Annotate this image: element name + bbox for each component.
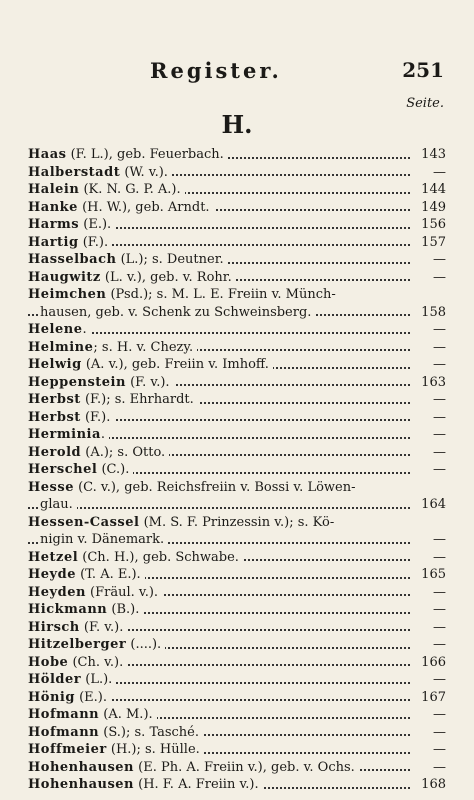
- entry-text: [28, 234, 112, 252]
- entry-name: Herbst: [28, 392, 81, 407]
- register-entry: [28, 409, 446, 427]
- entry-name: Hesse: [28, 479, 74, 495]
- entry-detail: (F. v.).: [79, 619, 124, 635]
- register-entry: [28, 584, 446, 602]
- entry-page: —: [412, 671, 446, 689]
- entry-name: Hartig: [28, 234, 79, 250]
- entry-text: [28, 286, 340, 304]
- entry-text: [28, 181, 185, 199]
- entry-page: 143: [412, 146, 446, 164]
- entry-name: Hirsch: [28, 619, 80, 635]
- entry-text: [28, 636, 165, 654]
- entry-detail: (C.).: [97, 462, 130, 477]
- entry-name: Hölder: [28, 672, 82, 687]
- register-entry: [28, 671, 446, 689]
- entry-text: [28, 374, 174, 392]
- entry-page: —: [412, 741, 446, 759]
- entry-name: Hetzel: [28, 549, 79, 565]
- entry-page: —: [412, 356, 446, 374]
- entry-text: [28, 654, 127, 672]
- entry-text: [28, 706, 157, 724]
- register-entry: [28, 181, 446, 199]
- register-entry: [28, 566, 446, 584]
- entry-page: 164: [412, 496, 446, 514]
- entry-page: 163: [412, 374, 446, 392]
- entry-name: Herminia: [28, 427, 101, 442]
- entry-text: [28, 601, 143, 619]
- entry-text: [28, 164, 172, 182]
- register-entries: [28, 146, 446, 794]
- entry-page: 156: [412, 216, 446, 234]
- entry-name: Helene: [28, 322, 83, 337]
- register-entry: [28, 321, 446, 339]
- entry-name: Hohenhausen: [28, 777, 134, 792]
- entry-page: —: [412, 724, 446, 742]
- entry-detail: (Psd.); s. M. L. E. Freiin v. Münch-: [106, 287, 336, 302]
- entry-text: [28, 776, 263, 794]
- entry-text: [28, 671, 116, 689]
- entry-text: [28, 426, 109, 444]
- entry-text: [28, 549, 243, 567]
- register-entry: [28, 479, 446, 497]
- entry-detail: (W. v.).: [120, 164, 168, 180]
- register-entry: [28, 286, 446, 304]
- entry-detail: .: [82, 322, 87, 337]
- entry-page: 149: [412, 199, 446, 217]
- register-entry: [28, 514, 446, 532]
- entry-text: [28, 146, 228, 164]
- entry-name: Heppenstein: [28, 374, 126, 390]
- entry-detail: (E.).: [74, 689, 107, 705]
- register-entry: [28, 549, 446, 567]
- entry-text: [40, 496, 77, 514]
- entry-name: Heimchen: [28, 287, 107, 302]
- entry-detail: (S.); s. Tasché.: [99, 724, 200, 740]
- entry-page: —: [412, 759, 446, 777]
- register-entry: [28, 496, 446, 514]
- entry-detail: (F. L.), geb. Feuerbach.: [66, 147, 224, 162]
- entry-detail: (Ch. H.), geb. Schwabe.: [78, 549, 239, 565]
- section-letter: H.: [221, 110, 253, 139]
- register-entry: [28, 531, 446, 549]
- entry-name: Hofmann: [28, 724, 100, 740]
- entry-text: [28, 741, 204, 759]
- entry-name: Herbst: [28, 409, 81, 425]
- entry-page: —: [412, 584, 446, 602]
- entry-name: Hitzelberger: [28, 637, 127, 652]
- entry-name: Herschel: [28, 462, 98, 477]
- entry-name: Hofmann: [28, 707, 100, 722]
- entry-text: [28, 216, 115, 234]
- entry-name: Halberstadt: [28, 164, 121, 180]
- entry-name: Helmine: [28, 339, 94, 355]
- entry-detail: (K. N. G. P. A.).: [79, 182, 181, 197]
- entry-page: —: [412, 601, 446, 619]
- entry-detail: (H. W.), geb. Arndt.: [77, 199, 210, 215]
- entry-detail: (M. S. F. Prinzessin v.); s. Kö-: [139, 514, 335, 530]
- entry-detail: glau.: [40, 497, 73, 512]
- entry-page: —: [412, 391, 446, 409]
- register-entry: [28, 269, 446, 287]
- entry-name: Harms: [28, 217, 80, 232]
- column-label: Seite.: [406, 96, 444, 111]
- entry-page: —: [412, 409, 446, 427]
- register-entry: [28, 461, 446, 479]
- entry-text: [28, 759, 359, 777]
- entry-detail: (H. F. A. Freiin v.).: [134, 777, 259, 792]
- entry-detail: (L.); s. Deutner.: [116, 252, 224, 267]
- entry-name: Hasselbach: [28, 252, 117, 267]
- page-header: [150, 58, 444, 86]
- entry-page: 158: [412, 304, 446, 322]
- entry-page: 157: [412, 234, 446, 252]
- entry-text: [28, 199, 214, 217]
- register-entry: [28, 356, 446, 374]
- entry-page: —: [412, 619, 446, 637]
- entry-page: —: [412, 339, 446, 357]
- register-entry: [28, 654, 446, 672]
- entry-detail: (F.); s. Ehrhardt.: [80, 392, 194, 407]
- entry-page: —: [412, 549, 446, 567]
- register-entry: [28, 619, 446, 637]
- register-entry: [28, 601, 446, 619]
- entry-text: [28, 321, 91, 339]
- entry-page: —: [412, 444, 446, 462]
- entry-detail: (T. A. E.).: [75, 567, 141, 582]
- entry-page: —: [412, 321, 446, 339]
- register-entry: [28, 706, 446, 724]
- entry-text: [28, 584, 162, 602]
- leader-dots: [28, 507, 410, 509]
- entry-page: —: [412, 706, 446, 724]
- entry-detail: (L.).: [81, 672, 113, 687]
- entry-text: [28, 356, 273, 374]
- entry-page: —: [412, 269, 446, 287]
- entry-name: Hoffmeier: [28, 742, 107, 757]
- entry-detail: (H.); s. Hülle.: [106, 742, 200, 757]
- register-entry: [28, 391, 446, 409]
- entry-text: [28, 479, 360, 497]
- entry-detail: (A. v.), geb. Freiin v. Imhoff.: [81, 357, 269, 372]
- entry-detail: (....).: [126, 637, 162, 652]
- entry-detail: .: [100, 427, 106, 442]
- entry-page: —: [412, 164, 446, 182]
- entry-text: [28, 409, 114, 427]
- register-entry: [28, 199, 446, 217]
- entry-detail: nigin v. Dänemark.: [40, 532, 165, 547]
- register-entry: [28, 689, 446, 707]
- entry-detail: (A.); s. Otto.: [81, 444, 166, 460]
- entry-text: [28, 566, 145, 584]
- entry-detail: ; s. H. v. Chezy.: [93, 339, 194, 355]
- register-entry: [28, 164, 446, 182]
- entry-page: —: [412, 531, 446, 549]
- entry-detail: (E. Ph. A. Freiin v.), geb. v. Ochs.: [134, 759, 355, 775]
- entry-page: —: [412, 426, 446, 444]
- register-entry: [28, 304, 446, 322]
- entry-name: Helwig: [28, 357, 82, 372]
- entry-text: [28, 444, 169, 462]
- register-entry: [28, 374, 446, 392]
- register-entry: [28, 724, 446, 742]
- entry-detail: (F.).: [80, 409, 111, 425]
- entry-detail: (E.).: [79, 217, 112, 232]
- register-entry: [28, 251, 446, 269]
- entry-name: Hessen-Cassel: [28, 514, 140, 530]
- entry-name: Hickmann: [28, 602, 108, 617]
- register-entry: [28, 759, 446, 777]
- entry-name: Haugwitz: [28, 269, 101, 285]
- entry-page: —: [412, 461, 446, 479]
- entry-page: —: [412, 636, 446, 654]
- register-entry: [28, 146, 446, 164]
- entry-text: [28, 269, 236, 287]
- entry-detail: hausen, geb. v. Schenk zu Schweinsberg.: [40, 304, 312, 320]
- entry-page: 167: [412, 689, 446, 707]
- entry-name: Heyden: [28, 584, 86, 600]
- entry-name: Halein: [28, 182, 80, 197]
- entry-page: —: [412, 251, 446, 269]
- register-entry: [28, 216, 446, 234]
- entry-text: [28, 391, 198, 409]
- register-entry: [28, 741, 446, 759]
- entry-name: Hönig: [28, 689, 75, 705]
- page-title: Register.: [150, 58, 282, 83]
- entry-text: [40, 531, 168, 549]
- register-entry: [28, 234, 446, 252]
- entry-page: 166: [412, 654, 446, 672]
- entry-detail: (Ch. v.).: [68, 654, 124, 670]
- entry-text: [28, 461, 133, 479]
- register-entry: [28, 426, 446, 444]
- entry-page: 168: [412, 776, 446, 794]
- entry-detail: (F.).: [78, 234, 109, 250]
- entry-name: Haas: [28, 147, 67, 162]
- entry-text: [28, 514, 338, 532]
- entry-name: Hohenhausen: [28, 759, 134, 775]
- entry-detail: (L. v.), geb. v. Rohr.: [100, 269, 232, 285]
- entry-name: Hobe: [28, 654, 69, 670]
- entry-detail: (A. M.).: [99, 707, 153, 722]
- entry-text: [28, 689, 111, 707]
- register-entry: [28, 776, 446, 794]
- register-entry: [28, 339, 446, 357]
- entry-text: [28, 339, 197, 357]
- entry-text: [28, 251, 228, 269]
- entry-name: Herold: [28, 444, 82, 460]
- register-entry: [28, 636, 446, 654]
- entry-page: 165: [412, 566, 446, 584]
- entry-name: Hanke: [28, 199, 78, 215]
- entry-name: Heyde: [28, 567, 76, 582]
- entry-detail: (F. v.).: [125, 374, 170, 390]
- entry-text: [28, 619, 127, 637]
- entry-text: [40, 304, 315, 322]
- entry-detail: (C. v.), geb. Reichsfreiin v. Bossi v. Löwen-: [73, 479, 356, 495]
- entry-page: 144: [412, 181, 446, 199]
- entry-text: [28, 724, 203, 742]
- entry-detail: (Fräul. v.).: [85, 584, 159, 600]
- entry-detail: (B.).: [107, 602, 140, 617]
- page-number: 251: [402, 58, 444, 82]
- register-entry: [28, 444, 446, 462]
